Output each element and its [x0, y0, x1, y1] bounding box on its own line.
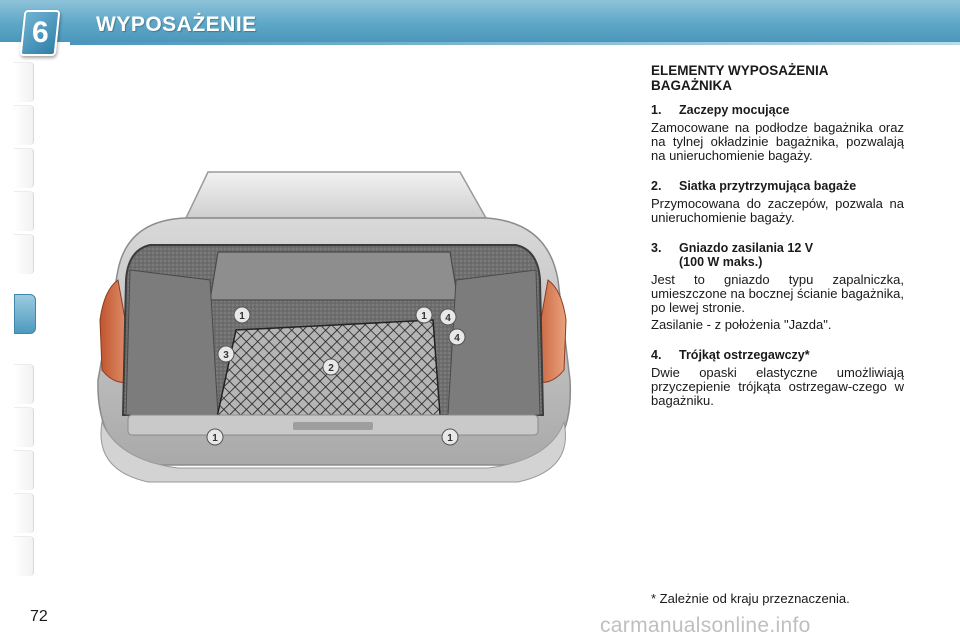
chapter-tab-10[interactable] [14, 493, 34, 533]
callout-label: 1 [239, 311, 245, 322]
callout-label: 3 [223, 350, 229, 361]
lock-latch [293, 422, 373, 430]
callout-2 [323, 359, 339, 375]
callout-1-bottom-left [207, 429, 223, 445]
item-number: 4. [651, 348, 662, 362]
rear-window [186, 172, 486, 218]
item-heading [651, 179, 904, 193]
item-paragraph: Zamocowane na podłodze bagażnika oraz na tylnej okładzinie bagażnika, pozwalają na unieruchomienie bagaży. [651, 120, 904, 163]
item-2 [651, 179, 904, 225]
item-heading [651, 103, 904, 117]
item-heading-text: Gniazdo zasilania 12 V [679, 241, 814, 255]
chapter-tab-strip [14, 62, 36, 577]
page-number: 72 [30, 608, 48, 625]
chapter-tab-5[interactable] [14, 234, 34, 274]
chapter-tab-4[interactable] [14, 191, 34, 231]
callout-4-top [440, 309, 456, 325]
item-paragraph: Przymocowana do zaczepów, pozwala na unieruchomienie bagaży. [651, 196, 904, 225]
chapter-tab-9[interactable] [14, 450, 34, 490]
chapter-number: 6 [31, 16, 49, 49]
watermark: carmanualsonline.info [600, 614, 811, 637]
item-heading-text: Zaczepy mocujące [679, 103, 790, 117]
chapter-tab-7[interactable] [14, 364, 34, 404]
item-heading-text: Trójkąt ostrzegawczy* [679, 348, 810, 362]
footnote: * Zależnie od kraju przeznaczenia. [651, 591, 850, 606]
item-heading-lines [679, 241, 813, 269]
callout-label: 1 [421, 311, 427, 322]
callout-4-bottom [449, 329, 465, 345]
item-3 [651, 241, 904, 332]
item-heading-text-line2: (100 W maks.) [679, 255, 763, 269]
item-paragraph: Jest to gniazdo typu zapalniczka, umieszczone na bocznej ścianie bagażnika, po lewej stronie. [651, 272, 904, 315]
chapter-tab-11[interactable] [14, 536, 34, 576]
chapter-tab-6-active[interactable] [14, 294, 36, 334]
chapter-tab-3[interactable] [14, 148, 34, 188]
callout-label: 4 [454, 333, 460, 344]
section-title: ELEMENTY WYPOSAŻENIA BAGAŻNIKA [651, 63, 829, 93]
item-paragraph: Zasilanie - z położenia "Jazda". [651, 317, 832, 332]
callout-3 [218, 346, 234, 362]
callout-label: 1 [447, 433, 453, 444]
item-heading [651, 241, 904, 269]
trunk-back-wall [210, 252, 458, 300]
item-number: 2. [651, 179, 662, 193]
item-paragraph: Dwie opaski elastyczne umożliwiają przyczepienie trójkąta ostrzegaw-czego w bagażniku. [651, 365, 904, 408]
callout-1-top-right [416, 307, 432, 323]
equipment-description [651, 63, 904, 424]
callout-label: 1 [212, 433, 218, 444]
chapter-tab-8[interactable] [14, 407, 34, 447]
item-1 [651, 103, 904, 163]
item-heading [651, 348, 904, 362]
callout-label: 4 [445, 313, 451, 324]
chapter-badge [20, 10, 61, 56]
trunk-illustration [88, 160, 578, 490]
header-rule [70, 42, 960, 45]
item-4 [651, 348, 904, 408]
callout-1-top-left [234, 307, 250, 323]
chapter-tab-2[interactable] [14, 105, 34, 145]
item-number: 3. [651, 241, 662, 255]
chapter-tab-1[interactable] [14, 62, 34, 102]
item-heading-text: Siatka przytrzymująca bagaże [679, 179, 857, 193]
trunk-left-wall [126, 270, 218, 415]
callout-1-bottom-right [442, 429, 458, 445]
page-title: WYPOSAŻENIE [96, 13, 257, 36]
callout-label: 2 [328, 363, 334, 374]
item-number: 1. [651, 103, 662, 117]
